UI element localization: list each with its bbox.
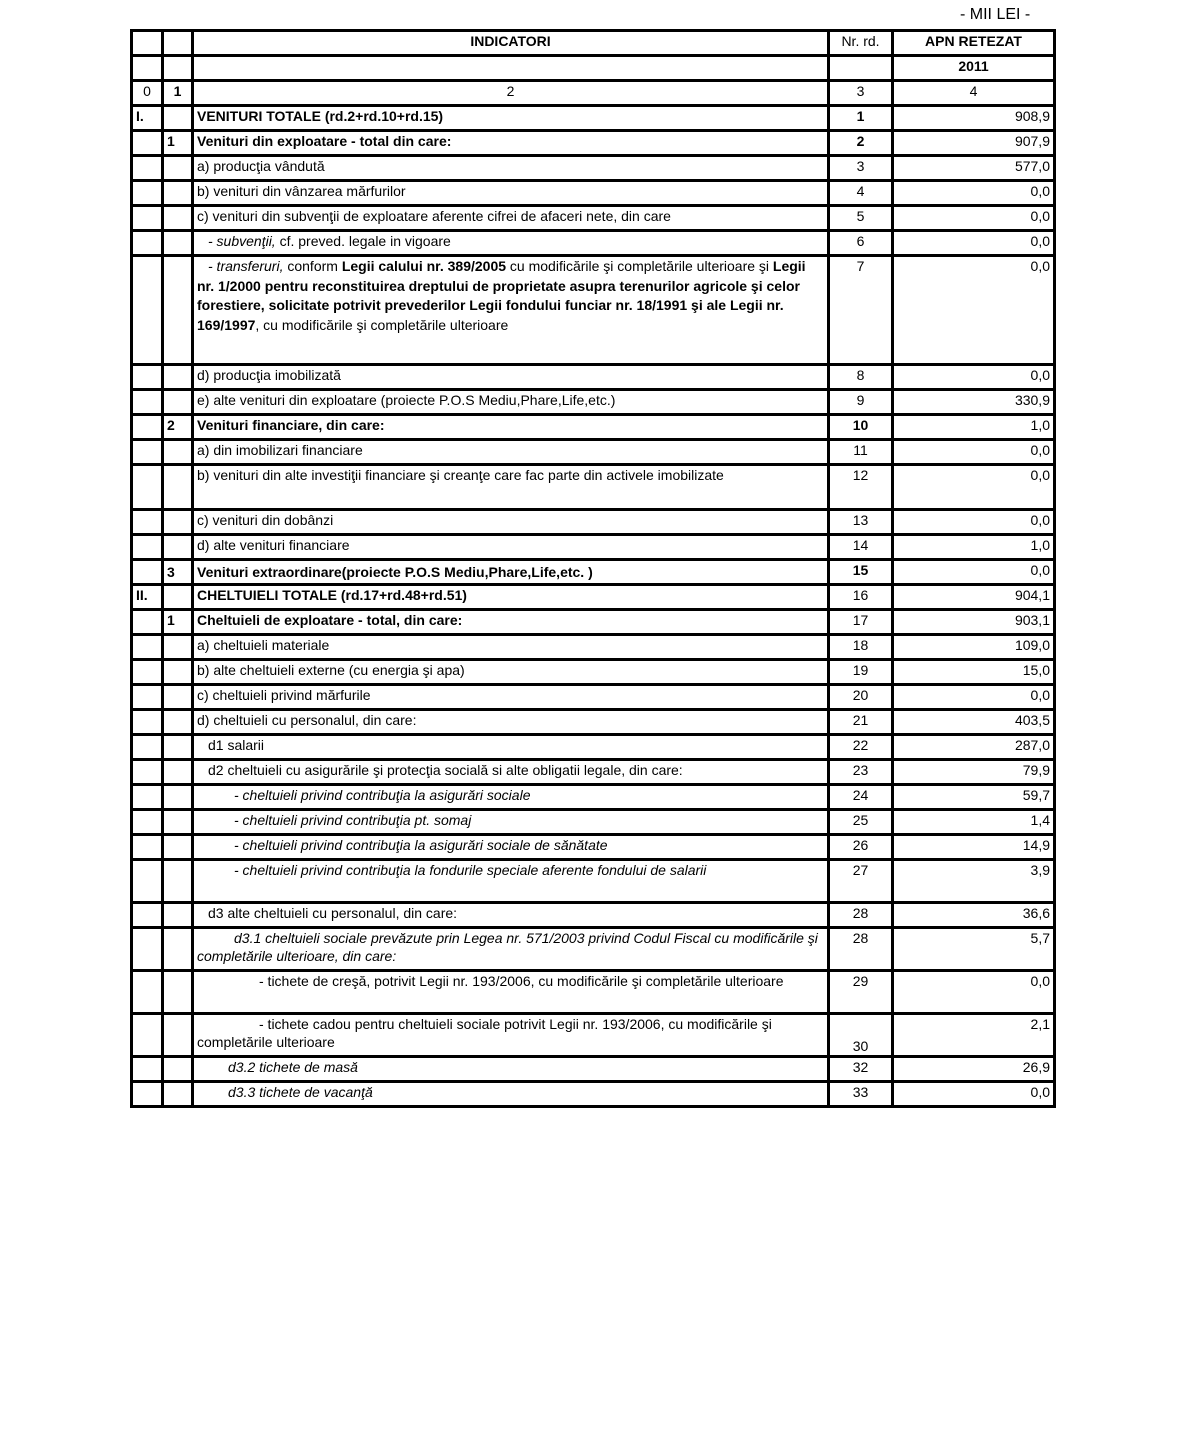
row-number: 30 [829, 1014, 893, 1057]
table-row [132, 810, 1055, 835]
header-year: 2011 [893, 56, 1055, 81]
indicator-text: - transferuri, conform Legii calului nr. 389/2005 cu modificările şi completările ulterioare şi Legii nr. 1/2000 pentru reconstituirea dreptului de proprietate asupra terenurilor agricole şi celor forestiere, solicitate potrivit prevederilor Legii fondului funciar nr. 18/1991 şi ale Legii nr. 169/1997, cu modificările şi completările ulterioare [193, 256, 829, 365]
indicator-text: - cheltuieli privind contribuţia pt. somaj [193, 810, 829, 835]
section-number: 2 [163, 415, 193, 440]
section-number: 1 [163, 131, 193, 156]
col-number: 4 [893, 81, 1055, 106]
col-number: 0 [132, 81, 163, 106]
indicator-text: d3.3 tichete de vacanţă [193, 1082, 829, 1107]
table-row [132, 685, 1055, 710]
row-number: 24 [829, 785, 893, 810]
row-number: 2 [829, 131, 893, 156]
indicator-text: a) din imobilizari financiare [193, 440, 829, 465]
table-row [132, 390, 1055, 415]
table-row [132, 971, 1055, 1014]
row-value: 0,0 [893, 685, 1055, 710]
row-number: 9 [829, 390, 893, 415]
row-value: 109,0 [893, 635, 1055, 660]
row-number: 17 [829, 610, 893, 635]
row-value: 0,0 [893, 465, 1055, 510]
row-value: 14,9 [893, 835, 1055, 860]
indicator-text: d1 salarii [193, 735, 829, 760]
table-row [132, 206, 1055, 231]
row-number: 3 [829, 156, 893, 181]
indicator-text: c) cheltuieli privind mărfurile [193, 685, 829, 710]
row-value: 26,9 [893, 1057, 1055, 1082]
row-value: 330,9 [893, 390, 1055, 415]
row-number: 12 [829, 465, 893, 510]
row-number: 23 [829, 760, 893, 785]
table-row [132, 1014, 1055, 1057]
indicator-text: CHELTUIELI TOTALE (rd.17+rd.48+rd.51) [193, 585, 829, 610]
row-number: 21 [829, 710, 893, 735]
row-value: 907,9 [893, 131, 1055, 156]
table-row [132, 610, 1055, 635]
indicator-text: - subvenţii, cf. preved. legale in vigoare [193, 231, 829, 256]
row-value: 3,9 [893, 860, 1055, 903]
table-row [132, 1082, 1055, 1107]
header-nr-rd: Nr. rd. [829, 31, 893, 56]
unit-label: - MII LEI - [960, 6, 1031, 23]
indicator-text: b) alte cheltuieli externe (cu energia şi apa) [193, 660, 829, 685]
table-row [132, 1057, 1055, 1082]
row-value: 0,0 [893, 1082, 1055, 1107]
row-value: 1,0 [893, 535, 1055, 560]
financial-table [130, 29, 1056, 1108]
row-value: 904,1 [893, 585, 1055, 610]
indicator-text: d3.2 tichete de masă [193, 1057, 829, 1082]
table-row [132, 785, 1055, 810]
indicator-text: a) cheltuieli materiale [193, 635, 829, 660]
indicator-text: Venituri extraordinare(proiecte P.O.S Mediu,Phare,Life,etc. ) [193, 560, 829, 585]
row-number: 32 [829, 1057, 893, 1082]
table-row [132, 860, 1055, 903]
header-indicatori: INDICATORI [193, 31, 829, 56]
row-value: 403,5 [893, 710, 1055, 735]
row-value: 5,7 [893, 928, 1055, 971]
col-number: 1 [163, 81, 193, 106]
row-number: 15 [829, 560, 893, 585]
row-number: 10 [829, 415, 893, 440]
table-row [132, 928, 1055, 971]
indicator-text: b) venituri din alte investiţii financiare şi creanţe care fac parte din activele imobilizate [193, 465, 829, 510]
row-value: 0,0 [893, 206, 1055, 231]
row-value: 0,0 [893, 510, 1055, 535]
section-number: 3 [163, 560, 193, 585]
table-row [132, 535, 1055, 560]
row-number: 26 [829, 835, 893, 860]
header-row [132, 31, 1055, 56]
row-number: 13 [829, 510, 893, 535]
row-number: 11 [829, 440, 893, 465]
row-value: 0,0 [893, 560, 1055, 585]
row-value: 0,0 [893, 440, 1055, 465]
row-value: 903,1 [893, 610, 1055, 635]
table-row [132, 156, 1055, 181]
col-number: 3 [829, 81, 893, 106]
row-number: 6 [829, 231, 893, 256]
indicator-text: d3.1 cheltuieli sociale prevăzute prin Legea nr. 571/2003 privind Codul Fiscal cu modificările şi completările ulterioare, din care: [193, 928, 829, 971]
indicator-text: - cheltuieli privind contribuţia la fondurile speciale aferente fondului de salarii [193, 860, 829, 903]
indicator-text: d2 cheltuieli cu asigurările şi protecţia socială si alte obligatii legale, din care: [193, 760, 829, 785]
indicator-text: d3 alte cheltuieli cu personalul, din care: [193, 903, 829, 928]
row-number: 33 [829, 1082, 893, 1107]
table-row [132, 760, 1055, 785]
row-value: 0,0 [893, 365, 1055, 390]
table-row [132, 415, 1055, 440]
table-row [132, 465, 1055, 510]
indicator-text: - cheltuieli privind contribuţia la asigurări sociale [193, 785, 829, 810]
header-entity: APN RETEZAT [893, 31, 1055, 56]
roman-numeral: II. [132, 585, 163, 610]
indicator-text: VENITURI TOTALE (rd.2+rd.10+rd.15) [193, 106, 829, 131]
table-row [132, 835, 1055, 860]
row-number: 20 [829, 685, 893, 710]
row-number: 28 [829, 928, 893, 971]
row-value: 908,9 [893, 106, 1055, 131]
indicator-text: b) venituri din vânzarea mărfurilor [193, 181, 829, 206]
indicator-text: d) cheltuieli cu personalul, din care: [193, 710, 829, 735]
row-number: 1 [829, 106, 893, 131]
table-row [132, 560, 1055, 585]
indicator-text: d) producţia imobilizată [193, 365, 829, 390]
row-number: 18 [829, 635, 893, 660]
row-value: 15,0 [893, 660, 1055, 685]
table-row [132, 256, 1055, 365]
indicator-text: d) alte venituri financiare [193, 535, 829, 560]
row-number: 28 [829, 903, 893, 928]
row-value: 79,9 [893, 760, 1055, 785]
row-number: 16 [829, 585, 893, 610]
indicator-text: c) venituri din subvenţii de exploatare aferente cifrei de afaceri nete, din care [193, 206, 829, 231]
row-value: 0,0 [893, 971, 1055, 1014]
row-number: 14 [829, 535, 893, 560]
row-value: 0,0 [893, 181, 1055, 206]
row-value: 577,0 [893, 156, 1055, 181]
table-row [132, 365, 1055, 390]
row-number: 25 [829, 810, 893, 835]
column-numbers-row [132, 81, 1055, 106]
table-row [132, 735, 1055, 760]
row-value: 0,0 [893, 256, 1055, 365]
row-value: 2,1 [893, 1014, 1055, 1057]
row-value: 1,4 [893, 810, 1055, 835]
row-value: 1,0 [893, 415, 1055, 440]
row-number: 4 [829, 181, 893, 206]
table-row [132, 585, 1055, 610]
col-number: 2 [193, 81, 829, 106]
header-year-row [132, 56, 1055, 81]
table-row [132, 440, 1055, 465]
indicator-text: - tichete cadou pentru cheltuieli sociale potrivit Legii nr. 193/2006, cu modificările şi completările ulterioare [193, 1014, 829, 1057]
row-number: 8 [829, 365, 893, 390]
table-row [132, 903, 1055, 928]
indicator-text: e) alte venituri din exploatare (proiecte P.O.S Mediu,Phare,Life,etc.) [193, 390, 829, 415]
indicator-text: - tichete de creşă, potrivit Legii nr. 193/2006, cu modificările şi completările ulterioare [193, 971, 829, 1014]
row-number: 7 [829, 256, 893, 365]
indicator-text: a) producţia vândută [193, 156, 829, 181]
table-row [132, 106, 1055, 131]
table-row [132, 635, 1055, 660]
row-value: 59,7 [893, 785, 1055, 810]
row-number: 29 [829, 971, 893, 1014]
indicator-text: - cheltuieli privind contribuţia la asigurări sociale de sănătate [193, 835, 829, 860]
row-value: 36,6 [893, 903, 1055, 928]
table-row [132, 181, 1055, 206]
table-row [132, 660, 1055, 685]
row-value: 0,0 [893, 231, 1055, 256]
indicator-text: c) venituri din dobânzi [193, 510, 829, 535]
table-row [132, 710, 1055, 735]
table-row [132, 131, 1055, 156]
indicator-text: Venituri din exploatare - total din care: [193, 131, 829, 156]
row-number: 22 [829, 735, 893, 760]
row-number: 19 [829, 660, 893, 685]
table-row [132, 510, 1055, 535]
section-number: 1 [163, 610, 193, 635]
indicator-text: Cheltuieli de exploatare - total, din care: [193, 610, 829, 635]
table-row [132, 231, 1055, 256]
row-value: 287,0 [893, 735, 1055, 760]
indicator-text: Venituri financiare, din care: [193, 415, 829, 440]
row-number: 5 [829, 206, 893, 231]
row-number: 27 [829, 860, 893, 903]
roman-numeral: I. [132, 106, 163, 131]
